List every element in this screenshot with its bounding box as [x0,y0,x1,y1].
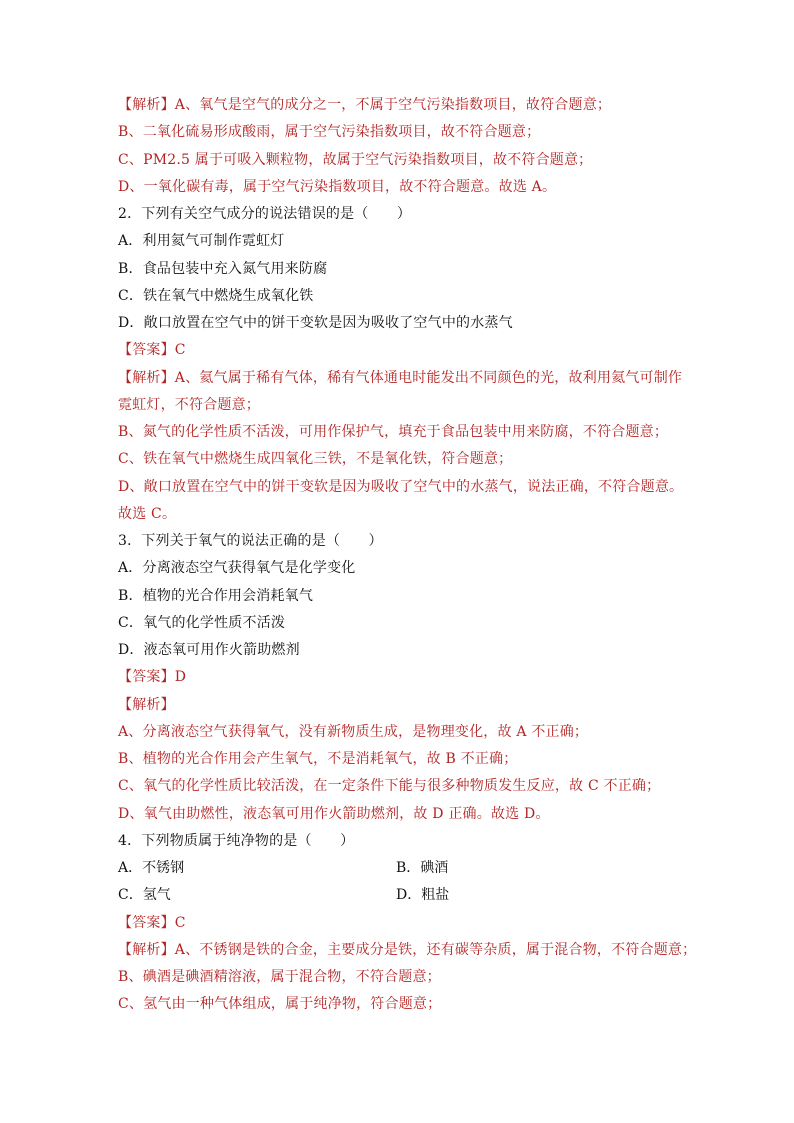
q3-analysis-line: C、氧气的化学性质比较活泼，在一定条件下能与很多种物质发生反应，故 C 不正确； [118,778,661,795]
q3-option-c: C．氧气的化学性质不活泼 [118,614,286,631]
q3-analysis-line: A、分离液态空气获得氧气，没有新物质生成，是物理变化，故 A 不正确； [118,723,589,740]
q3-stem: 3．下列关于氧气的说法正确的是（ ） [118,533,383,549]
q2-answer: 【答案】C [118,342,186,359]
q4-analysis-line: C、氢气由一种气体组成，属于纯净物，符合题意； [118,996,442,1013]
q2-analysis-line: B、氮气的化学性质不活泼，可用作保护气，填充于食品包装中用来防腐，不符合题意； [118,424,669,440]
q1-analysis-line: D、一氧化碳有毒，属于空气污染指数项目，故不符合题意。故选 A。 [118,178,557,195]
q1-analysis-line: C、PM2.5 属于可吸入颗粒物，故属于空气污染指数项目，故不符合题意； [118,151,593,168]
q3-option-b: B．植物的光合作用会消耗氧气 [118,587,314,604]
q2-analysis-line: 霓虹灯，不符合题意； [118,396,260,413]
q2-analysis-line: D、敞口放置在空气中的饼干变软是因为吸收了空气中的水蒸气，说法正确，不符合题意。 [118,478,684,495]
q3-option-a: A．分离液态空气获得氧气是化学变化 [118,560,356,577]
q2-option-b: B．食品包装中充入氮气用来防腐 [118,260,328,277]
q3-analysis-line: D、氧气由助燃性，液态氧可用作火箭助燃剂，故 D 正确。故选 D。 [118,805,550,822]
q3-analysis-head: 【解析】 [118,696,175,713]
q4-option-c: C．氢气 [118,887,171,904]
q4-stem: 4．下列物质属于纯净物的是（ ） [118,832,355,849]
q2-analysis-line: C、铁在氧气中燃烧生成四氧化三铁，不是氧化铁，符合题意； [118,451,513,468]
q2-option-a: A．利用氦气可制作霓虹灯 [118,233,285,250]
document-page [118,92,698,1019]
q2-analysis-line: 【解析】A、氦气属于稀有气体，稀有气体通电时能发出不同颜色的光，故利用氦气可制作 [118,369,683,386]
q3-option-d: D．液态氧可用作火箭助燃剂 [118,642,300,658]
q4-analysis-line: B、碘酒是碘酒精溶液，属于混合物，不符合题意； [118,969,441,985]
q2-option-d: D．敞口放置在空气中的饼干变软是因为吸收了空气中的水蒸气 [118,315,513,331]
q2-analysis-line: 故选 C。 [118,505,177,522]
q4-answer: 【答案】C [118,914,186,931]
q1-analysis-line: B、二氧化硫易形成酸雨，属于空气污染指数项目，故不符合题意； [118,124,541,141]
q4-option-d: D．粗盐 [396,887,450,904]
q1-analysis-line: 【解析】A、氧气是空气的成分之一，不属于空气污染指数项目，故符合题意； [118,97,612,113]
q4-options-row-1 [118,855,698,882]
q3-analysis-line: B、植物的光合作用会产生氧气，不是消耗氧气，故 B 不正确； [118,751,518,767]
q4-option-b: B．碘酒 [396,860,449,876]
q4-option-a: A．不锈钢 [118,860,185,876]
q4-options-row-2 [118,882,698,909]
q2-stem: 2．下列有关空气成分的说法错误的是（ ） [118,206,412,222]
q4-analysis-line: 【解析】A、不锈钢是铁的合金，主要成分是铁，还有碳等杂质，属于混合物，不符合题意； [118,941,697,958]
q3-answer: 【答案】D [118,669,187,686]
q2-option-c: C．铁在氧气中燃烧生成氧化铁 [118,287,314,304]
